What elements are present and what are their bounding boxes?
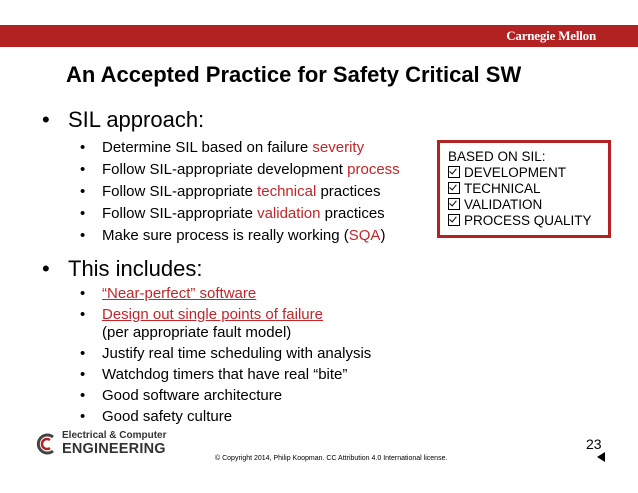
callout-item: VALIDATION [448, 197, 542, 212]
checkbox-icon [448, 182, 460, 194]
callout-title: BASED ON SIL: [448, 149, 546, 164]
callout-item: DEVELOPMENT [448, 165, 566, 180]
bullet: • [42, 256, 50, 281]
checkbox-icon [448, 166, 460, 178]
callout-item: TECHNICAL [448, 181, 541, 196]
sil-callout-box [437, 140, 611, 238]
slide-title: An Accepted Practice for Safety Critical SW [66, 62, 522, 87]
carnegie-mellon-logo: Carnegie Mellon [506, 28, 596, 43]
checkbox-icon [448, 198, 460, 210]
single-points-of-failure-link[interactable]: Design out single points of failure [102, 306, 323, 323]
page-number: 23 [586, 436, 602, 452]
ece-logo-icon [36, 432, 58, 456]
bullet: • [42, 107, 50, 132]
copyright-notice: © Copyright 2014, Philip Koopman. CC Attribution 4.0 International license. [215, 455, 448, 462]
checkbox-icon [448, 214, 460, 226]
ece-logo: Electrical & Computer ENGINEERING [36, 430, 156, 458]
previous-slide-arrow-icon[interactable] [597, 452, 605, 462]
near-perfect-link[interactable]: “Near-perfect” software [102, 285, 257, 302]
callout-item: PROCESS QUALITY [448, 213, 592, 228]
